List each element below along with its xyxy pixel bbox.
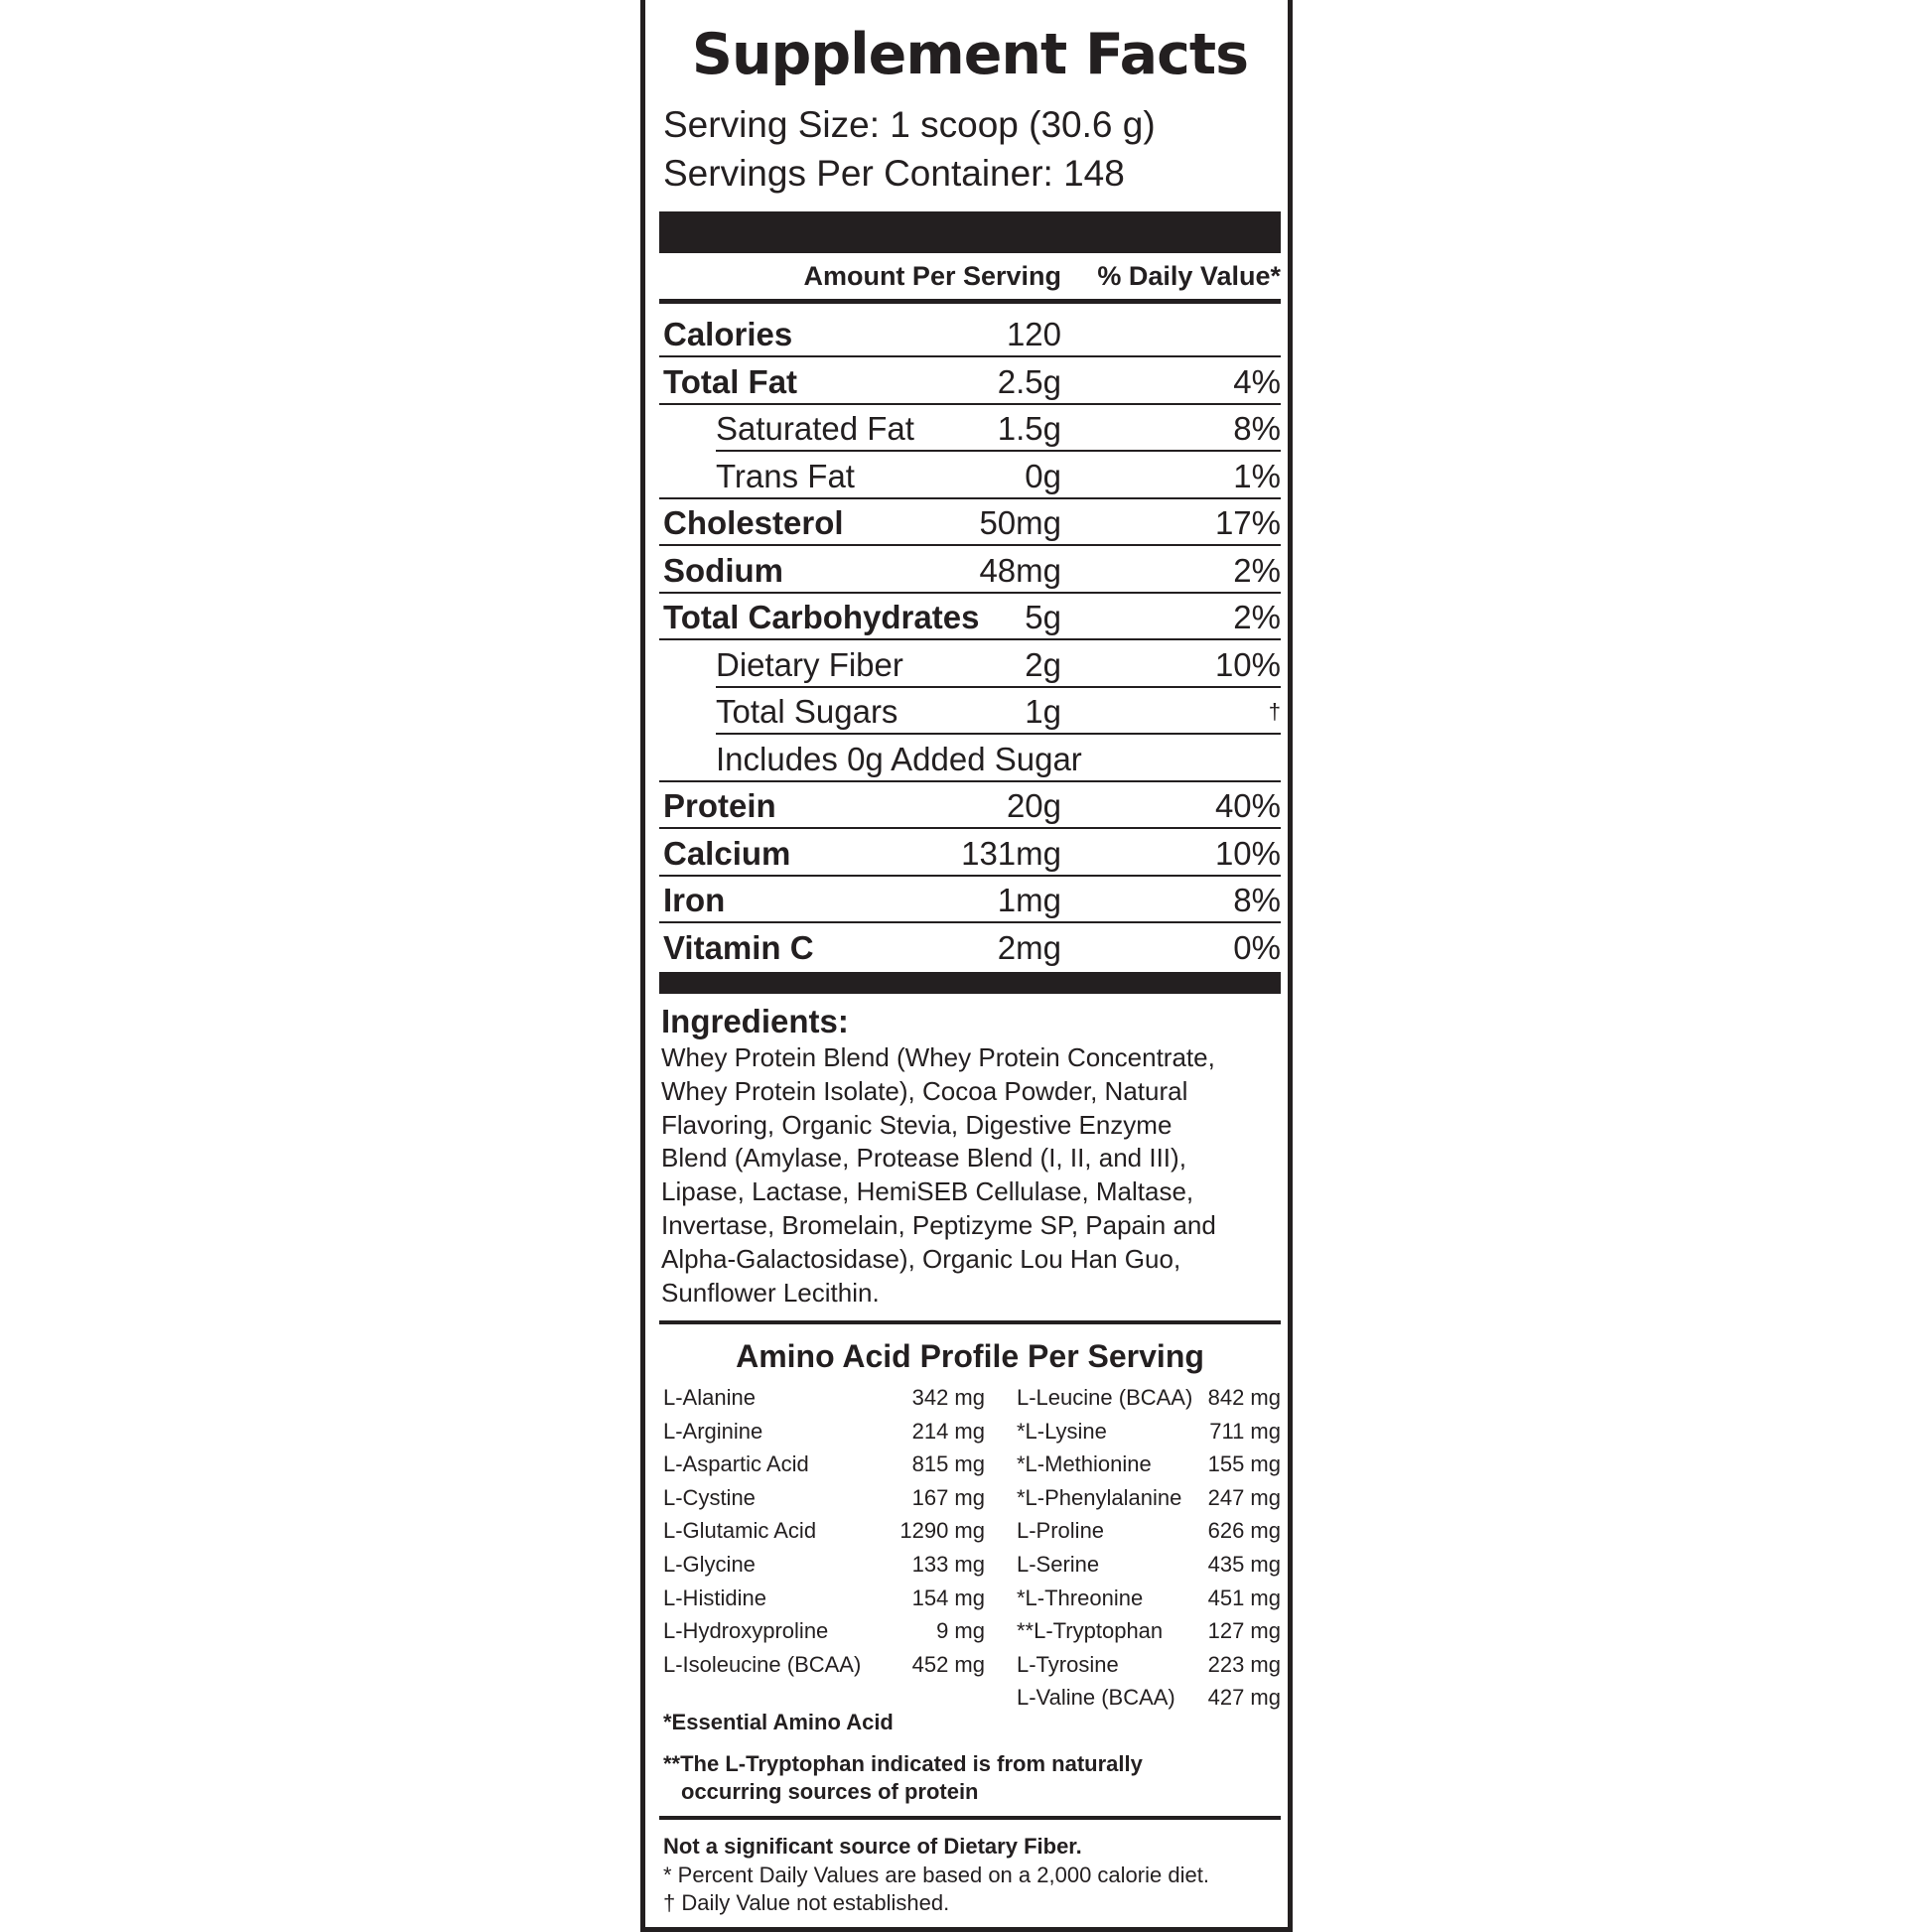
amino-row: [1017, 1582, 1281, 1615]
nutrient-amount: 1.5g: [997, 410, 1061, 447]
nutrient-daily-value: 8%: [1233, 882, 1281, 918]
ingredients-line: Alpha-Galactosidase), Organic Lou Han Guo,: [661, 1243, 1181, 1274]
amino-name: L-Valine (BCAA): [1017, 1685, 1175, 1711]
nutrient-row: [659, 405, 1281, 452]
amino-name: L-Alanine: [663, 1385, 756, 1410]
amino-value: 247 mg: [1207, 1484, 1281, 1510]
nutrient-amount: 120: [1006, 316, 1061, 352]
amino-value: 1290 mg: [899, 1518, 985, 1544]
servings-per-container: Servings Per Container: 148: [663, 153, 1125, 194]
nutrient-amount: 131mg: [961, 834, 1061, 872]
ingredients-line: Lipase, Lactase, HemiSEB Cellulase, Maltase,: [661, 1176, 1194, 1207]
nutrient-daily-value: 2%: [1233, 551, 1281, 589]
amino-value: 133 mg: [911, 1552, 985, 1577]
nutrient-daily-value: 10%: [1214, 645, 1281, 683]
nutrient-row: [659, 641, 1281, 688]
amino-name: *L-Threonine: [1017, 1585, 1144, 1610]
nutrient-name: Saturated Fat: [716, 410, 914, 447]
nutrient-daily-value: 17%: [1214, 504, 1281, 541]
amino-name: *L-Phenylalanine: [1017, 1484, 1182, 1510]
amino-row: [663, 1648, 985, 1682]
amino-row: [663, 1514, 985, 1548]
fiber-note: Not a significant source of Dietary Fiber.: [663, 1834, 1082, 1859]
nutrient-name: Protein: [663, 787, 776, 824]
nutrient-amount: 5g: [1025, 599, 1061, 635]
nutrient-name: Sodium: [663, 551, 783, 589]
amino-name: L-Aspartic Acid: [663, 1451, 809, 1477]
amino-name: L-Glycine: [663, 1552, 756, 1577]
nutrient-name: Dietary Fiber: [716, 645, 903, 683]
nutrient-amount: 0g: [1025, 457, 1061, 494]
nutrient-row: [659, 877, 1281, 923]
amino-value: 154 mg: [911, 1585, 985, 1610]
nutrient-daily-value: 1%: [1233, 457, 1281, 494]
amount-per-serving-header: Amount Per Serving: [803, 261, 1061, 291]
amino-value: 9 mg: [936, 1618, 985, 1644]
amino-row: [1017, 1514, 1281, 1548]
nutrient-amount: 48mg: [979, 551, 1061, 589]
nutrient-name: Vitamin C: [663, 928, 814, 966]
nutrient-row: [659, 688, 1281, 735]
nutrient-name: Includes 0g Added Sugar: [716, 740, 1082, 777]
amino-name: L-Arginine: [663, 1418, 763, 1444]
ingredients-heading: Ingredients:: [661, 1003, 849, 1039]
daily-value-header: % Daily Value*: [1097, 261, 1281, 291]
nutrient-name: Cholesterol: [663, 504, 844, 541]
nutrient-amount: 50mg: [979, 504, 1061, 541]
nutrient-row: [659, 453, 1281, 499]
amino-row: [1017, 1448, 1281, 1481]
nutrient-daily-value: 2%: [1233, 599, 1281, 635]
tryptophan-note: **The L-Tryptophan indicated is from naturally: [663, 1751, 1143, 1776]
nutrient-daily-value: 0%: [1233, 928, 1281, 966]
amino-name: L-Serine: [1017, 1552, 1100, 1577]
panel-title: Supplement Facts: [691, 22, 1249, 87]
amino-name: L-Histidine: [663, 1585, 766, 1610]
thick-divider-top: [659, 211, 1281, 253]
footer-divider: [659, 1816, 1281, 1820]
ingredients-line: Invertase, Bromelain, Peptizyme SP, Papain and: [661, 1209, 1216, 1240]
header-divider: [659, 299, 1281, 304]
ingredients-line: Whey Protein Isolate), Cocoa Powder, Natural: [661, 1075, 1188, 1106]
essential-amino-note: *Essential Amino Acid: [663, 1710, 894, 1734]
nutrient-row: [659, 830, 1281, 877]
amino-row: [1017, 1614, 1281, 1648]
amino-name: L-Tyrosine: [1017, 1651, 1119, 1677]
amino-row: [1017, 1681, 1281, 1715]
nutrient-amount: 2.5g: [997, 362, 1061, 400]
ingredients-text: [661, 1041, 1277, 1310]
amino-value: 427 mg: [1207, 1685, 1281, 1711]
nutrient-daily-value: 10%: [1214, 834, 1281, 872]
nutrient-amount: 20g: [1006, 787, 1061, 824]
daily-value-note: * Percent Daily Values are based on a 2,000 calorie diet.: [663, 1863, 1209, 1887]
amino-row: [1017, 1381, 1281, 1415]
nutrient-name: Iron: [663, 882, 726, 918]
nutrient-name: Calories: [663, 316, 793, 352]
nutrient-row: [659, 924, 1281, 971]
nutrient-name: Total Fat: [663, 362, 798, 400]
amino-row: [1017, 1481, 1281, 1515]
amino-value: 451 mg: [1207, 1585, 1281, 1610]
amino-row: [663, 1415, 985, 1449]
nutrient-row: [659, 499, 1281, 546]
ingredients-line: Whey Protein Blend (Whey Protein Concentrate,: [661, 1042, 1215, 1072]
serving-size: Serving Size: 1 scoop (30.6 g): [663, 104, 1156, 145]
amino-name: *L-Methionine: [1017, 1451, 1152, 1477]
nutrient-amount: 1mg: [997, 882, 1061, 918]
amino-row: [663, 1582, 985, 1615]
nutrient-name: Total Carbohydrates: [663, 599, 980, 635]
amino-name: **L-Tryptophan: [1017, 1618, 1164, 1644]
amino-value: 842 mg: [1207, 1385, 1281, 1410]
amino-name: L-Cystine: [663, 1484, 756, 1510]
amino-name: *L-Lysine: [1017, 1418, 1107, 1444]
amino-row: [1017, 1548, 1281, 1582]
amino-row: [663, 1381, 985, 1415]
nutrient-row: [659, 594, 1281, 640]
nutrient-amount: 1g: [1025, 693, 1061, 730]
amino-value: 342 mg: [911, 1385, 985, 1410]
dagger-note: † Daily Value not established.: [663, 1890, 950, 1915]
amino-row: [663, 1448, 985, 1481]
amino-name: L-Proline: [1017, 1518, 1105, 1544]
amino-name: L-Glutamic Acid: [663, 1518, 817, 1544]
amino-value: 214 mg: [911, 1418, 985, 1444]
amino-row: [663, 1481, 985, 1515]
amino-value: 711 mg: [1209, 1418, 1281, 1444]
amino-row: [1017, 1648, 1281, 1682]
nutrient-row: [659, 782, 1281, 829]
nutrient-row: [659, 358, 1281, 405]
amino-value: 223 mg: [1207, 1651, 1281, 1677]
ingredients-line: Sunflower Lecithin.: [661, 1277, 880, 1308]
supplement-facts-panel: [640, 0, 1293, 1932]
amino-value: 127 mg: [1207, 1618, 1281, 1644]
tryptophan-note-cont: occurring sources of protein: [681, 1779, 979, 1804]
ingredients-line: Flavoring, Organic Stevia, Digestive Enzyme: [661, 1109, 1173, 1140]
amino-value: 435 mg: [1207, 1552, 1281, 1577]
nutrient-daily-value: 8%: [1233, 410, 1281, 447]
nutrient-name: Calcium: [663, 834, 791, 872]
amino-name: L-Isoleucine (BCAA): [663, 1651, 862, 1677]
amino-name: L-Leucine (BCAA): [1017, 1385, 1193, 1410]
nutrient-daily-value: 4%: [1233, 362, 1281, 400]
amino-value: 167 mg: [911, 1484, 985, 1510]
nutrient-row: [659, 736, 1281, 782]
amino-value: 815 mg: [911, 1451, 985, 1477]
amino-row: [663, 1614, 985, 1648]
nutrient-daily-value: †: [1268, 699, 1281, 724]
nutrient-row: [659, 311, 1281, 357]
thick-divider-middle: [659, 972, 1281, 994]
amino-heading: Amino Acid Profile Per Serving: [736, 1338, 1204, 1374]
nutrient-name: Total Sugars: [716, 693, 898, 730]
amino-divider: [659, 1320, 1281, 1324]
amino-value: 452 mg: [911, 1651, 985, 1677]
amino-row: [663, 1548, 985, 1582]
amino-value: 155 mg: [1207, 1451, 1281, 1477]
nutrient-amount: 2g: [1025, 645, 1061, 683]
amino-name: L-Hydroxyproline: [663, 1618, 829, 1644]
nutrient-name: Trans Fat: [716, 457, 855, 494]
nutrient-daily-value: 40%: [1214, 787, 1281, 824]
amino-row: [1017, 1415, 1281, 1449]
amino-value: 626 mg: [1207, 1518, 1281, 1544]
nutrient-amount: 2mg: [997, 928, 1061, 966]
nutrient-row: [659, 547, 1281, 594]
ingredients-line: Blend (Amylase, Protease Blend (I, II, and III),: [661, 1143, 1186, 1173]
